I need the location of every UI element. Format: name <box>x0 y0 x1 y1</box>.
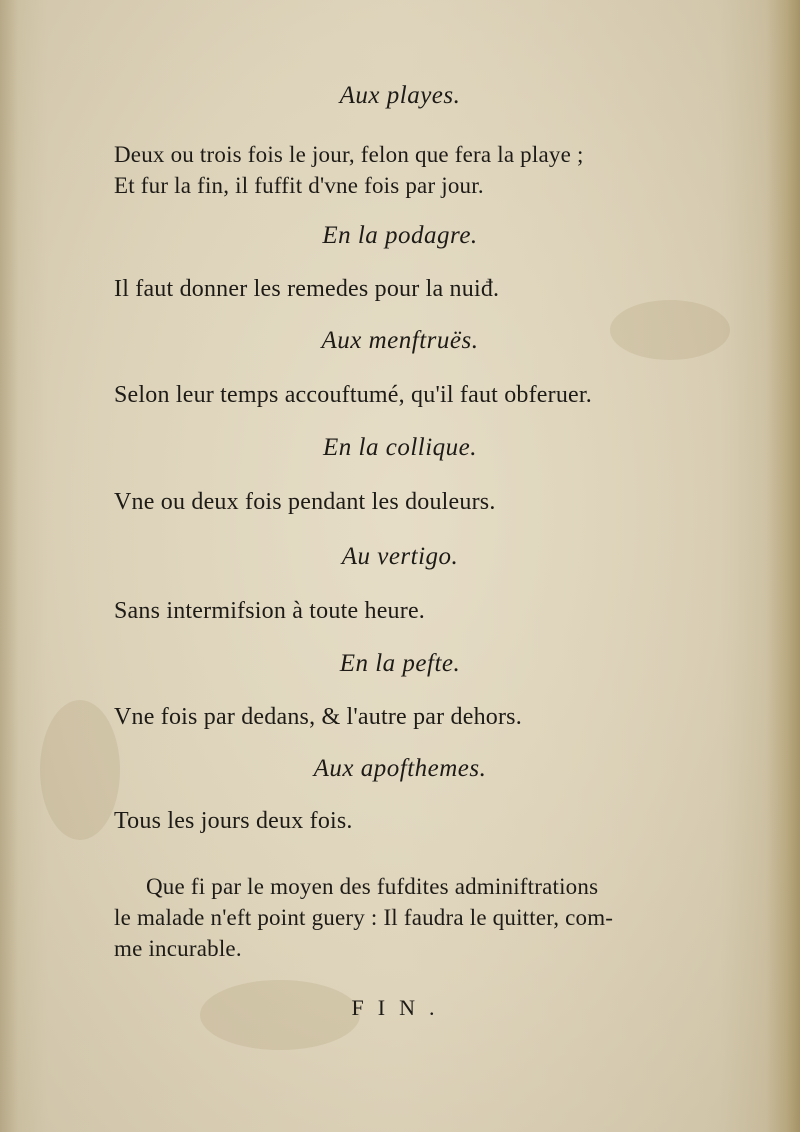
text-line: Sans intermifsion à toute heure. <box>114 598 425 624</box>
section-heading: Aux apofthemes. <box>313 755 487 782</box>
text-line: Il faut donner les remedes pour la nuiđ. <box>114 276 500 302</box>
text-line: Et fur la fin, il fuffit d'vne fois par jour. <box>114 173 484 198</box>
section-heading: Aux menftruës. <box>321 327 479 354</box>
text-line: Vne fois par dedans, & l'autre par dehors. <box>114 704 522 730</box>
closing-line: Que fi par le moyen des fufdites adminiftrations <box>146 874 599 899</box>
section-heading: Au vertigo. <box>341 543 459 570</box>
finis-mark: FIN. <box>351 995 449 1020</box>
section-heading: Aux playes. <box>339 82 461 109</box>
closing-line: me incurable. <box>114 936 242 961</box>
text-line: Selon leur temps accouftumé, qu'il faut obferuer. <box>114 382 592 408</box>
text-line: Tous les jours deux fois. <box>114 808 353 834</box>
section-heading: En la podagre. <box>322 222 478 249</box>
text-line: Deux ou trois fois le jour, felon que fera la playe ; <box>114 142 584 167</box>
section-heading: En la pefte. <box>339 650 461 677</box>
section-heading: En la collique. <box>323 434 477 461</box>
text-line: Vne ou deux fois pendant les douleurs. <box>114 489 496 515</box>
closing-line: le malade n'eft point guery : Il faudra le quitter, com- <box>114 905 614 930</box>
